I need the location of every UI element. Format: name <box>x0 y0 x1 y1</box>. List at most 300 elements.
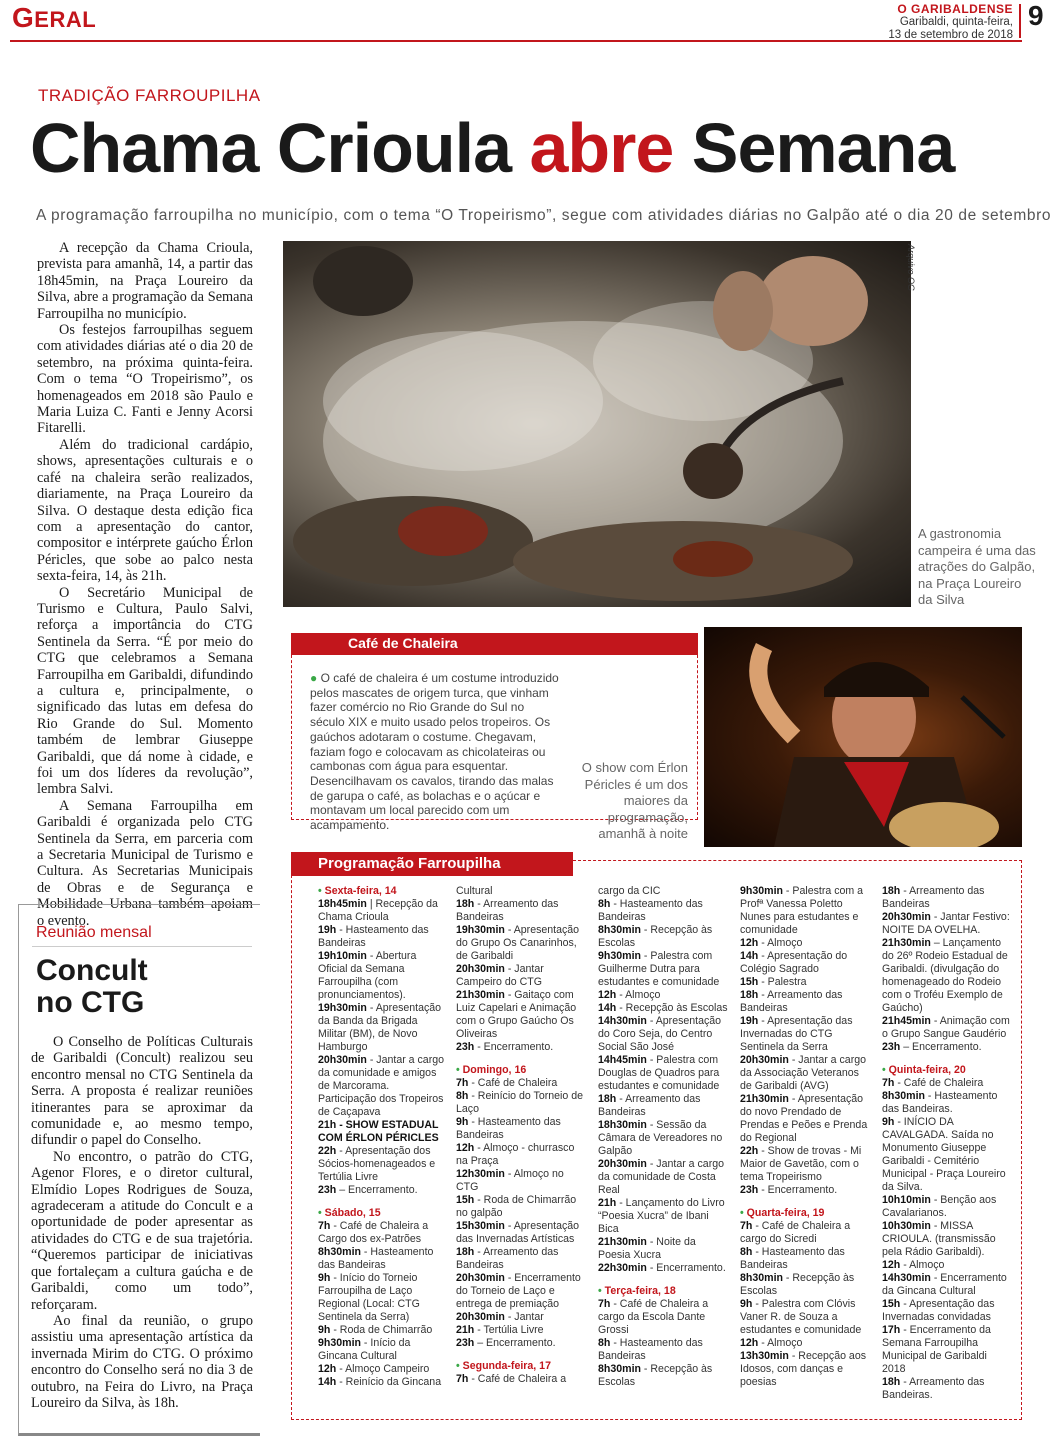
programacao-entry-time: 21h <box>456 1324 475 1336</box>
programacao-day-label: Domingo, 16 <box>462 1064 527 1076</box>
programacao-entry <box>882 1090 1012 1116</box>
programacao-entry <box>882 1015 1012 1041</box>
programacao-entry-time: 15h30min <box>456 1220 505 1232</box>
programacao-entry-desc: - Encerramento do Torneio de Laço e entrega de premiação <box>456 1272 581 1310</box>
dateline-2: 13 de setembro de 2018 <box>888 29 1013 41</box>
programacao-column <box>598 885 728 1389</box>
programacao-entry <box>318 1145 448 1184</box>
programacao-entry-desc: - Apresentação das Invernadas Artísticas <box>456 1220 580 1245</box>
programacao-day-heading <box>456 1360 586 1373</box>
programacao-entry-time: 7h <box>882 1077 895 1089</box>
programacao-entry-time: 12h <box>882 1259 901 1271</box>
photo-caption-singer: O show com Érlon Péricles é um dos maiores da programação, amanhã à noite <box>581 760 688 841</box>
programacao-entry-time: 9h30min <box>598 950 641 962</box>
programacao-entry-desc: - Almoço <box>758 1337 803 1349</box>
programacao-entry <box>740 1054 870 1093</box>
programacao-entry-time: 23h <box>882 1041 901 1053</box>
programacao-entry-desc: - Sessão da Câmara de Vereadores no Galpão <box>598 1119 723 1157</box>
programacao-entry-time: 20h30min <box>882 911 931 923</box>
programacao-entry <box>318 1337 448 1363</box>
programacao-entry-desc: - Arreamento das Bandeiras <box>456 1246 559 1271</box>
programacao-entry-time: 18h <box>740 989 759 1001</box>
programacao-entry-desc: - Show de trovas - Mi Maior de Gavetão, com o tema Tropeirismo <box>740 1145 862 1183</box>
programacao-entry-desc: - Hasteamento das Bandeiras <box>598 898 703 923</box>
programacao-entry-desc: - Café de Chaleira a cargo do Sicredi <box>740 1220 851 1245</box>
programacao-entry <box>318 1376 448 1389</box>
programacao-entry-desc: - Apresentação das Invernadas convidadas <box>882 1298 995 1323</box>
programacao-entry-time: 7h <box>456 1077 469 1089</box>
programacao-entry-time: 19h <box>318 924 337 936</box>
programacao-entry-desc: - Arreamento das Bandeiras. <box>882 1376 985 1401</box>
programacao-entry-time: 21h - SHOW ESTADUAL COM ÉRLON PÉRICLES <box>318 1119 439 1144</box>
programacao-entry-time: 20h30min <box>456 1272 505 1284</box>
programacao-day-heading <box>598 1285 728 1298</box>
programacao-column <box>740 885 870 1389</box>
sidebar-body <box>31 1034 253 1411</box>
programacao-entry-desc: - Recepção aos Idosos, com danças e poesias <box>740 1350 867 1388</box>
programacao-entry-time: 14h30min <box>598 1015 647 1027</box>
programacao-entry-time: 8h <box>740 1246 753 1258</box>
programacao-entry-desc: - Encerramento. <box>758 1184 838 1196</box>
programacao-entry-desc: - Roda de Chimarrão <box>330 1324 433 1336</box>
article-paragraph: O Secretário Municipal de Turismo e Cultura, Paulo Salvi, reforça a importância do CTG Sentinela da Serra. “É por meio do CTG que celebramos a Semana Farroupilha em Garibaldi, difundindo a cultura e, principalmente, o significado das lutas em defesa do Rio Grande do Sul. Momento também de lembrar Giuseppe Garibaldi, que dá nome à cidade, e foi um dos líderes da revolução”, lembra Salvi. <box>37 584 253 798</box>
programacao-entry <box>882 1272 1012 1298</box>
programacao-entry-desc: - Apresentação dos Sócios-homenageados e Tertúlia Livre <box>318 1145 436 1183</box>
programacao-entry-time: 9h30min <box>740 885 783 897</box>
programacao-entry-desc: - Hasteamento das Bandeiras <box>318 1246 434 1271</box>
programacao-entry-time: 15h <box>740 976 759 988</box>
programacao-entry <box>598 1363 728 1389</box>
sidebar-title <box>36 955 236 1019</box>
programacao-entry-desc: - Apresentação do Colégio Sagrado <box>740 950 848 975</box>
programacao-entry-time: 12h30min <box>456 1168 505 1180</box>
programacao-entry-time: 18h <box>882 1376 901 1388</box>
programacao-entry-desc: Cultural <box>456 885 493 897</box>
article-paragraph: Além do tradicional cardápio, shows, apresentações culturais e o café na chaleira serão realizados, diariamente, na Praça Loureiro da Silva. O destaque desta edição fica com a apresentação do cantor, compositor e intérprete gaúcho Érlon Péricles, que sobe ao palco nesta sexta-feira, 14, às 21h. <box>37 436 253 585</box>
programacao-entry-desc: - Abertura Oficial da Semana Farroupilha (com pronunciamentos). <box>318 950 417 1001</box>
programacao-day-heading <box>882 1064 1012 1077</box>
programacao-entry-desc: - Reinício da Gincana <box>336 1376 442 1388</box>
programacao-entry-time: 9h <box>882 1116 895 1128</box>
programacao-entry-time: 8h30min <box>318 1246 361 1258</box>
programacao-entry <box>318 1184 448 1197</box>
programacao-entry-time: 9h <box>318 1272 331 1284</box>
programacao-entry-desc: - Hasteamento das Bandeiras <box>598 1337 703 1362</box>
programacao-entry-time: 8h30min <box>598 924 641 936</box>
programacao-entry <box>318 898 448 924</box>
programacao-entry-desc: | Recepção da Chama Crioula <box>318 898 438 923</box>
programacao-entry <box>598 1236 728 1262</box>
photo-gastronomy-illustration <box>283 241 911 607</box>
programacao-entry-time: 10h30min <box>882 1220 931 1232</box>
programacao-entry-time: 8h <box>598 1337 611 1349</box>
kicker: TRADIÇÃO FARROUPILHA <box>38 86 261 105</box>
programacao-entry <box>598 1337 728 1363</box>
programacao-entry-desc: - Palestra com Guilherme Dutra para estudantes e comunidade <box>598 950 720 988</box>
programacao-entry <box>598 1002 728 1015</box>
programacao-entry <box>740 1220 870 1246</box>
programacao-column <box>318 885 448 1389</box>
programacao-entry <box>318 1054 448 1119</box>
programacao-entry <box>456 1194 586 1220</box>
programacao-entry <box>740 1145 870 1184</box>
programacao-day-heading <box>740 1207 870 1220</box>
programacao-entry <box>882 1116 1012 1194</box>
programacao-entry-time: 14h <box>740 950 759 962</box>
programacao-entry-desc: - Benção aos Cavalarianos. <box>882 1194 997 1219</box>
programacao-entry <box>740 1184 870 1197</box>
programacao-entry <box>598 1298 728 1337</box>
programacao-entry-desc: - Roda de Chimarrão no galpão <box>456 1194 577 1219</box>
programacao-entry-time: 12h <box>456 1142 475 1154</box>
programacao-entry-desc: - Palestra com a Profª Vanessa Poletto Nunes para estudantes e comunidade <box>740 885 864 936</box>
programacao-entry-desc: - Palestra <box>758 976 807 988</box>
programacao-entry-desc: - Jantar Campeiro do CTG <box>456 963 544 988</box>
programacao-entry-desc: – Encerramento. <box>900 1041 982 1053</box>
programacao-entry-desc: - Recepção às Escolas <box>598 924 713 949</box>
programacao-entry-time: 20h30min <box>598 1158 647 1170</box>
programacao-column <box>882 885 1012 1402</box>
photo-gastronomy <box>283 241 911 607</box>
programacao-entry-time: 8h30min <box>598 1363 641 1375</box>
programacao-entry <box>882 885 1012 911</box>
photo-singer <box>704 627 1022 847</box>
programacao-entry-time: 20h30min <box>456 1311 505 1323</box>
programacao-entry-time: 8h <box>456 1090 469 1102</box>
programacao-entry <box>598 989 728 1002</box>
programacao-entry <box>318 1324 448 1337</box>
programacao-entry-time: 20h30min <box>740 1054 789 1066</box>
programacao-entry-desc: - Encerramento da Semana Farroupilha Municipal de Garibaldi 2018 <box>882 1324 991 1375</box>
programacao-entry-time: 21h30min <box>456 989 505 1001</box>
programacao-entry <box>882 1194 1012 1220</box>
sidebar-paragraph: O Conselho de Políticas Culturais de Garibaldi (Concult) realizou seu encontro mensal no CTG Sentinela da Serra. A proposta é realizar reuniões itinerantes para se aproximar da comunidade e, ao mesmo tempo, difundir o papel do Conselho. <box>31 1034 253 1149</box>
programacao-entry <box>456 963 586 989</box>
programacao-entry-time: 10h10min <box>882 1194 931 1206</box>
programacao-entry <box>598 1015 728 1054</box>
programacao-entry-time: 22h30min <box>598 1262 647 1274</box>
programacao-entry-desc: – Lançamento do 26º Rodeio Estadual de Garibaldi. (divulgação do homenageado do Rodeio com o Troféu Exemplo de Gaúcho) <box>882 937 1008 1014</box>
programacao-entry <box>598 885 728 898</box>
programacao-entry <box>740 1272 870 1298</box>
bullet-icon: • <box>882 1064 889 1076</box>
cafe-box-text <box>310 671 560 833</box>
cafe-box-body: O café de chaleira é um costume introduzido pelos mascates de origem turca, que vinham fazer comércio no Rio Grande do Sul no século XIX e muito usado pelos tropeiros. Os gaúchos adotaram o costume. Chegavam, faziam fogo e colocavam as chicolateiras ou cambonas com água para esquentar. Desencilhavam os cavalos, tirando das malas de garupa o café, as bolachas e o açúcar e montavam um local parecido com um acampamento. <box>310 671 559 833</box>
programacao-entry-desc: - Palestra com Clóvis Vaner R. de Souza a estudantes e comunidade <box>740 1298 862 1336</box>
programacao-entry <box>740 1093 870 1145</box>
programacao-entry <box>318 1119 448 1145</box>
programacao-entry-desc: - Café de Chaleira a cargo da Escola Dante Grossi <box>598 1298 709 1336</box>
programacao-entry-time: 22h <box>318 1145 337 1157</box>
programacao-entry-time: 21h30min <box>882 937 931 949</box>
programacao-day-heading <box>318 885 448 898</box>
sidebar-paragraph: Ao final da reunião, o grupo assistiu uma apresentação artística da invernada Mirim do CTG. O próximo encontro do Conselho será no dia 3 de outubro, na Feira do Livro, na Praça Loureiro da Silva, às 18h. <box>31 1312 253 1411</box>
programacao-entry-desc: - Apresentação do Grupo Os Canarinhos, de Garibaldi <box>456 924 580 962</box>
headline-part-1: Chama Crioula <box>30 109 511 187</box>
programacao-entry <box>598 1054 728 1093</box>
programacao-entry-desc: - Jantar a cargo da comunidade e amigos de Marcorama. Participação dos Tropeiros de Caçapava <box>318 1054 445 1118</box>
programacao-entry-desc: - Noite da Poesia Xucra <box>598 1236 696 1261</box>
photo-singer-illustration <box>704 627 1022 847</box>
programacao-entry-desc: - Jantar a cargo da Associação Veteranos de Garibaldi (AVG) <box>740 1054 867 1092</box>
page-number: 9 <box>1028 0 1044 31</box>
programacao-entry <box>882 937 1012 1015</box>
programacao-entry <box>456 885 586 898</box>
programacao-entry <box>740 1246 870 1272</box>
programacao-entry-desc: - Café de Chaleira a Cargo dos ex-Patrões <box>318 1220 429 1245</box>
programacao-entry-time: 9h30min <box>318 1337 361 1349</box>
programacao-entry <box>456 898 586 924</box>
programacao-title: Programação Farroupilha <box>318 855 501 872</box>
programacao-entry-desc: - Hasteamento das Bandeiras <box>318 924 429 949</box>
programacao-day-label: Quinta-feira, 20 <box>888 1064 966 1076</box>
programacao-entry <box>456 924 586 963</box>
programacao-entry <box>740 1015 870 1054</box>
sidebar-title-line-1: Concult <box>36 954 148 987</box>
headline <box>30 108 954 188</box>
programacao-entry <box>456 1077 586 1090</box>
section-rest: ERAL <box>34 7 97 32</box>
programacao-entry-time: 12h <box>318 1363 337 1375</box>
programacao-entry <box>318 1363 448 1376</box>
programacao-box-top-border <box>573 860 1022 861</box>
photo-credit: Arquivo OG <box>906 244 916 292</box>
bullet-icon: • <box>318 885 325 897</box>
programacao-entry-time: 9h <box>318 1324 331 1336</box>
programacao-entry-desc: - Café de Chaleira <box>468 1077 558 1089</box>
programacao-entry-time: 20h30min <box>318 1054 367 1066</box>
programacao-entry <box>318 1272 448 1324</box>
sidebar-label: Reunião mensal <box>36 924 152 941</box>
programacao-entry-desc: - Tertúlia Livre <box>474 1324 544 1336</box>
programacao-entry <box>882 1259 1012 1272</box>
programacao-entry-desc: - Apresentação do Coro Seja, do Centro Social São José <box>598 1015 722 1053</box>
programacao-entry <box>456 1090 586 1116</box>
programacao-entry <box>882 1220 1012 1259</box>
programacao-entry-time: 18h30min <box>598 1119 647 1131</box>
programacao-entry-desc: - Hasteamento das Bandeiras. <box>882 1090 998 1115</box>
programacao-entry <box>456 1337 586 1350</box>
bullet-icon: • <box>318 1207 325 1219</box>
programacao-entry <box>882 911 1012 937</box>
programacao-entry <box>740 1298 870 1337</box>
programacao-entry-time: 22h <box>740 1145 759 1157</box>
programacao-entry <box>318 1246 448 1272</box>
headline-part-2: abre <box>529 109 674 187</box>
programacao-entry-desc: - Café de Chaleira a <box>468 1373 567 1385</box>
programacao-entry-time: 12h <box>740 1337 759 1349</box>
programacao-entry-desc: - Arreamento das Bandeiras <box>598 1093 701 1118</box>
programacao-entry-time: 23h <box>318 1184 337 1196</box>
sidebar-title-line-2: no CTG <box>36 986 145 1019</box>
section-label <box>12 2 96 34</box>
programacao-entry-desc: - Recepção às Escolas <box>616 1002 728 1014</box>
programacao-entry-desc: - Jantar Festivo: NOITE DA OVELHA. <box>882 911 1010 936</box>
programacao-entry-desc: - Encerramento da Gincana Cultural <box>882 1272 1007 1297</box>
programacao-entry-desc: - Recepção às Escolas <box>598 1363 713 1388</box>
article-paragraph: A Semana Farroupilha em Garibaldi é organizada pelo CTG Sentinela da Serra, em parceria com a Secretaria Municipal de Turismo e Cultura. As Secretarias Municipais de Obras e de Segurança e Mobilidade Urbana também apoiam o evento. <box>37 797 253 929</box>
programacao-entry <box>740 950 870 976</box>
bullet-icon: • <box>598 1285 605 1297</box>
programacao-entry <box>740 976 870 989</box>
programacao-entry-time: 18h45min <box>318 898 367 910</box>
programacao-entry-desc: - Animação com o Grupo Sangue Gaudério <box>882 1015 1010 1040</box>
programacao-entry <box>882 1298 1012 1324</box>
programacao-entry <box>456 1373 586 1386</box>
programacao-entry <box>740 989 870 1015</box>
programacao-entry-time: 8h30min <box>882 1090 925 1102</box>
programacao-entry-time: 18h <box>598 1093 617 1105</box>
article-paragraph: A recepção da Chama Crioula, prevista para amanhã, 14, a partir das 18h45min, na Praça Loureiro da Silva, abre a programação da Semana Farroupilha no município. <box>37 240 253 322</box>
programacao-entry-desc: - Apresentação da Banda da Brigada Militar (BM), de Novo Hamburgo <box>318 1002 442 1053</box>
programacao-column <box>456 885 586 1386</box>
programacao-entry <box>882 1376 1012 1402</box>
section-initial: G <box>12 2 35 33</box>
programacao-entry-desc: cargo da CIC <box>598 885 661 897</box>
programacao-entry-desc: - Recepção às Escolas <box>740 1272 855 1297</box>
programacao-entry-time: 14h45min <box>598 1054 647 1066</box>
programacao-entry <box>456 1220 586 1246</box>
programacao-entry-time: 9h <box>740 1298 753 1310</box>
sidebar-paragraph: No encontro, o patrão do CTG, Agenor Flores, e o diretor cultural, Elmídio Lopes Rodrigues de Souza, agradeceram a atitude do Concult e a oportunidade de poder apresentar as atividades do CTG e de sua trajetória. “Queremos participar de iniciativas que fortaleçam a cultura gaúcha e de Garibaldi, como um todo”, reforçaram. <box>31 1148 253 1313</box>
programacao-entry <box>456 1246 586 1272</box>
programacao-entry-desc: - Palestra com Douglas de Quadros para estudantes e comunidade <box>598 1054 720 1092</box>
programacao-entry-desc: - Lançamento do Livro “Poesia Xucra” de Ibani Bica <box>598 1197 725 1235</box>
programacao-entry <box>598 1197 728 1236</box>
bullet-icon: • <box>456 1064 463 1076</box>
programacao-entry-desc: - Almoço Campeiro <box>336 1363 430 1375</box>
programacao-entry-desc: – Encerramento. <box>336 1184 418 1196</box>
programacao-day-label: Sexta-feira, 14 <box>324 885 397 897</box>
programacao-entry <box>456 989 586 1041</box>
programacao-entry-desc: - Almoço no CTG <box>456 1168 564 1193</box>
programacao-entry <box>598 1093 728 1119</box>
programacao-entry-time: 14h30min <box>882 1272 931 1284</box>
programacao-entry-time: 23h <box>740 1184 759 1196</box>
programacao-day-label: Terça-feira, 18 <box>604 1285 676 1297</box>
programacao-entry-time: 7h <box>456 1373 469 1385</box>
programacao-entry <box>456 1041 586 1054</box>
programacao-entry <box>318 950 448 1002</box>
photo-caption-gastronomy: A gastronomia campeira é uma das atrações do Galpão, na Praça Loureiro da Silva <box>918 526 1036 607</box>
programacao-entry-desc: - Início do Torneio Farroupilha de Laço Regional (Local: CTG Sentinela da Serra) <box>318 1272 420 1323</box>
programacao-entry-time: 18h <box>456 898 475 910</box>
programacao-entry-time: 19h10min <box>318 950 367 962</box>
programacao-entry-time: 21h <box>598 1197 617 1209</box>
article-body <box>37 240 253 929</box>
programacao-entry <box>740 937 870 950</box>
programacao-entry <box>318 1220 448 1246</box>
programacao-entry <box>882 1324 1012 1376</box>
programacao-entry-time: 15h <box>882 1298 901 1310</box>
programacao-entry-time: 21h45min <box>882 1015 931 1027</box>
programacao-entry-time: 19h30min <box>318 1002 367 1014</box>
programacao-entry-time: 8h30min <box>740 1272 783 1284</box>
programacao-entry <box>598 1158 728 1197</box>
article-paragraph: Os festejos farroupilhas seguem com atividades diárias até o dia 20 de setembro, na próxima quinta-feira. Com o tema “O Tropeirismo”, os homenageados em 2018 são Paulo e Maria Luiza C. Fanti e Jenny Acorsi Fitarelli. <box>37 322 253 437</box>
programacao-entry <box>882 1041 1012 1054</box>
programacao-entry <box>456 1324 586 1337</box>
programacao-entry-time: 21h30min <box>598 1236 647 1248</box>
programacao-entry-desc: - Hasteamento das Bandeiras <box>456 1116 561 1141</box>
programacao-entry <box>598 924 728 950</box>
subhead: A programação farroupilha no município, com o tema “O Tropeirismo”, segue com atividades diárias no Galpão até o dia 20 de setembro <box>36 207 1052 224</box>
programacao-entry-desc: - Encerramento. <box>474 1041 554 1053</box>
programacao-entry-time: 12h <box>740 937 759 949</box>
bullet-icon: • <box>740 1207 747 1219</box>
programacao-entry <box>740 1337 870 1350</box>
programacao-entry <box>740 885 870 937</box>
header-rule <box>10 40 1022 42</box>
programacao-entry <box>740 1350 870 1389</box>
programacao-entry-desc: - Jantar <box>504 1311 544 1323</box>
programacao-entry-time: 18h <box>456 1246 475 1258</box>
programacao-entry-time: 8h <box>598 898 611 910</box>
programacao-entry-time: 19h <box>740 1015 759 1027</box>
programacao-entry-time: 15h <box>456 1194 475 1206</box>
programacao-entry-time: 14h <box>318 1376 337 1388</box>
programacao-entry-time: 7h <box>318 1220 331 1232</box>
programacao-entry-desc: - Arreamento das Bandeiras <box>740 989 843 1014</box>
programacao-entry-desc: - Reinício do Torneio de Laço <box>456 1090 584 1115</box>
programacao-entry-desc: - Café de Chaleira <box>894 1077 984 1089</box>
programacao-entry-desc: - Gaitaço com Luiz Capelari e Animação com o Grupo Gaúcho Os Oliveiras <box>456 989 577 1040</box>
programacao-entry-desc: - Arreamento das Bandeiras <box>456 898 559 923</box>
programacao-entry-time: 19h30min <box>456 924 505 936</box>
programacao-entry <box>456 1116 586 1142</box>
programacao-entry-desc: - MISSA CRIOULA. (transmissão pela Rádio Garibaldi). <box>882 1220 996 1258</box>
programacao-entry <box>456 1272 586 1311</box>
bullet-icon: • <box>456 1360 463 1372</box>
programacao-day-heading <box>318 1207 448 1220</box>
programacao-entry-desc: - Almoço - churrasco na Praça <box>456 1142 575 1167</box>
programacao-entry <box>598 1262 728 1275</box>
programacao-entry-time: 7h <box>740 1220 753 1232</box>
programacao-day-label: Segunda-feira, 17 <box>462 1360 551 1372</box>
programacao-entry-desc: – Encerramento. <box>474 1337 556 1349</box>
programacao-entry-desc: - Almoço <box>758 937 803 949</box>
programacao-entry-time: 21h30min <box>740 1093 789 1105</box>
programacao-entry-desc: - Encerramento. <box>646 1262 726 1274</box>
programacao-entry-desc: - Arreamento das Bandeiras <box>882 885 985 910</box>
programacao-entry <box>456 1168 586 1194</box>
programacao-entry <box>456 1142 586 1168</box>
sidebar-rule <box>32 946 252 947</box>
programacao-entry-desc: - Almoço <box>900 1259 945 1271</box>
programacao-day-label: Quarta-feira, 19 <box>746 1207 825 1219</box>
page-number-divider <box>1019 4 1021 38</box>
programacao-entry-time: 20h30min <box>456 963 505 975</box>
programacao-entry-time: 18h <box>882 885 901 897</box>
programacao-entry-desc: - Hasteamento das Bandeiras <box>740 1246 845 1271</box>
programacao-entry-desc: - Jantar a cargo da comunidade de Costa Real <box>598 1158 725 1196</box>
dateline-1: Garibaldi, quinta-feira, <box>899 16 1013 28</box>
programacao-entry <box>882 1077 1012 1090</box>
programacao-entry <box>598 950 728 989</box>
masthead <box>888 3 1013 42</box>
programacao-day-label: Sábado, 15 <box>324 1207 381 1219</box>
publication-name: O GARIBALDENSE <box>897 2 1013 16</box>
programacao-entry <box>318 924 448 950</box>
programacao-entry-desc: - INÍCIO DA CAVALGADA. Saída no Monumento Giuseppe Garibaldi - Cemitério Municipal - Praça Loureiro da Silva. <box>882 1116 1006 1193</box>
headline-part-3: Semana <box>691 109 955 187</box>
programacao-entry-time: 14h <box>598 1002 617 1014</box>
programacao-entry-time: 7h <box>598 1298 611 1310</box>
programacao-entry-time: 17h <box>882 1324 901 1336</box>
programacao-entry-desc: - Apresentação das Invernadas do CTG Sentinela da Serra <box>740 1015 853 1053</box>
programacao-entry-time: 12h <box>598 989 617 1001</box>
cafe-box-title: Café de Chaleira <box>348 635 458 651</box>
